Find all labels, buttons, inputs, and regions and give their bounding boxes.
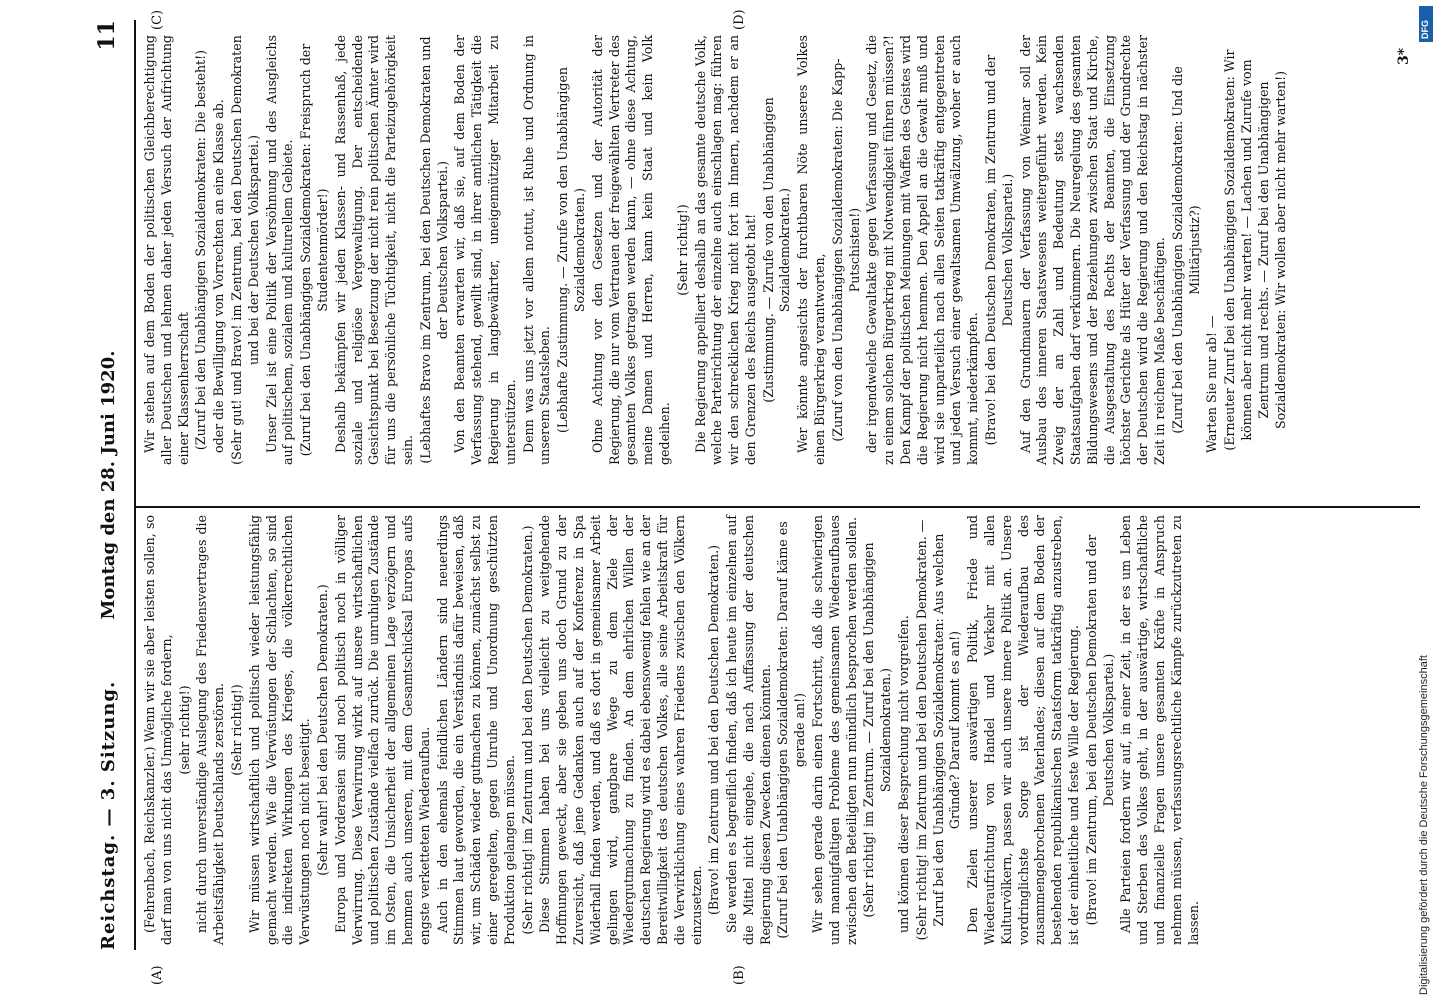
text-paragraph: (Sehr richtig! im Zentrum und bei den Deutschen Demokraten. — Zuruf bei den Unabhängigen Sozialdemokraten: Aus welchen Gründe? Darauf kommt es an!) <box>913 519 963 941</box>
text-paragraph: nicht durch unverständige Auslegung des Friedensvertrages die Arbeitsfähigkeit Deutschlands zerstören. <box>194 515 227 945</box>
text-paragraph: Den Zielen unserer auswärtigen Politik, Friede und Wiederaufrichtung von Handel und Verkehr mit allen Kulturvölkern, passen wir auch unsere innere Politik an. Unsere vordringlichste Sorge ist der Wiederaufbau des zusammengebrochenen Vaterlandes; diesen auf dem Boden der bestehenden republikanischen Staatsform tatkräftig anzustreben, ist der einheitliche und feste Wille der Regierung. <box>965 515 1082 945</box>
margin-marker-b: (B) <box>732 965 747 985</box>
text-paragraph: Von den Beamten erwarten wir, daß sie, auf dem Boden der Verfassung stehend, gewillt sind, in ihrer amtlichen Tätigkeit die Regierung in langbewährter, uneigennütziger Mitarbeit zu unterstützen. <box>452 35 518 465</box>
text-paragraph: Wir müssen wirtschaftlich und politisch wieder leistungsfähig gemacht werden. Wie die Verwüstungen der Schlachten, so sind die indirekten Wirkungen des Krieges, die völkerrechtlichen Verwüstungen noch nicht beseitigt. <box>246 515 313 945</box>
text-paragraph: Alle Parteien fordern wir auf, in einer Zeit, in der es um Leben und Sterben des Volkes geht, in der auswärtige, wirtschaftliche und finanzielle Fragen unsere gesamten Kräfte in Anspruch nehmen müssen, verfassungsrechtliche Kämpfe zurückzutreten zu lassen. <box>1118 515 1201 945</box>
text-paragraph: (Sehr gut! und Bravo! im Zentrum, bei den Deutschen Demokraten und bei der Deutschen Volkspartei.) <box>228 35 261 465</box>
signature-mark: 3* <box>1396 47 1412 65</box>
text-paragraph: Unser Ziel ist eine Politik der Versöhnung und des Ausgleichs auf politischem, sozialem und kulturellem Gebiete. <box>263 35 296 465</box>
text-paragraph: Warten Sie nur ab! — <box>1204 315 1220 453</box>
text-paragraph: (Lebhafte Zustimmung. — Zurufe von den Unabhängigen Sozialdemokraten.) <box>555 66 587 434</box>
text-paragraph: Deshalb bekämpfen wir jeden Klassen- und Rassenhaß, jede soziale und religiöse Vergewaltigung. Der entscheidende Gesichtspunkt bei Besetzung der nicht rein politischen Ämter wird für uns die persönliche Tüchtigkeit, nicht die Parteizugehörigkeit sein. <box>332 35 415 465</box>
text-paragraph: (Sehr richtig! im Zentrum und bei den Deutschen Demokraten.) <box>519 525 535 935</box>
right-text-column <box>142 35 1290 465</box>
text-paragraph: (Zuruf bei den Unabhängigen Sozialdemokraten: Die besteht!) <box>193 49 209 451</box>
dfg-logo: DFG <box>1419 6 1433 42</box>
text-paragraph: Wir sehen gerade darin einen Fortschritt, daß die schwierigen und mannigfaltigen Probleme des gemeinsamen Wiederaufbaues zwischen den Beteiligten nun mündlich besprochen werden sollen. <box>810 515 859 945</box>
page-number: 11 <box>94 20 120 51</box>
text-paragraph: Ohne Achtung vor den Gesetzen und der Autorität der Regierung, die nur vom Vertrauen der freigewählten Vertreter des gesamten Volkes getragen werden kann, — ohne diese Achtung, meine Damen und Herren, kann kein Staat und kein Volk gedeihen. <box>589 35 672 465</box>
text-paragraph: (Sehr richtig! im Zentrum. — Zuruf bei den Unabhängigen Sozialdemokraten.) <box>861 542 894 918</box>
text-paragraph: Auf den Grundmauern der Verfassung von Weimar soll der Ausbau des inneren Staatswesens weitergeführt werden. Kein Zweig der an Zahl und Bedeutung stets wachsenden Staatsaufgaben darf verkümmern. Die Neuregelung des gesamten Bildungswesens und der Beziehungen zwischen Staat und Kirche, die Ausgestaltung des Rechts der Beamten, die Einsetzung höchster Gerichte als Hüter der Verfassung und der Grundrechte der Deutschen wird die Regierung und den Reichstag in nächster Zeit in reichem Maße beschäftigen. <box>1017 35 1168 465</box>
text-paragraph: Wer könnte angesichts der furchtbaren Nöte unseres Volkes einen Bürgerkrieg verantworten, <box>795 35 828 465</box>
text-paragraph: (sehr richtig!) <box>176 685 192 775</box>
header-session: Reichstag. — 3. Sitzung. <box>98 680 119 950</box>
text-paragraph: und können dieser Besprechung nicht vorgreifen. <box>896 615 912 933</box>
text-paragraph: oder die Bewilligung von Vorrechten an eine Klasse ab. <box>211 99 227 453</box>
text-paragraph: Auch in den ehemals feindlichen Ländern sind neuerdings Stimmen laut geworden, die ein Verständnis dafür beweisen, daß wir, um Schäden wieder gutmachen zu können, zunächst selbst zu einer geregelten, gegen Unruhe und Unordnung geschützten Produktion gelangen müssen. <box>434 515 517 945</box>
text-paragraph: (Bravo! bei den Deutschen Demokraten, im Zentrum und der Deutschen Volkspartei.) <box>983 54 1015 446</box>
text-paragraph: (Lebhaftes Bravo im Zentrum, bei den Deutschen Demokraten und der Deutschen Volkspartei.) <box>417 36 450 464</box>
margin-marker-d: (D) <box>732 9 747 30</box>
text-paragraph: (Bravo! im Zentrum und bei den Deutschen Demokraten.) <box>706 544 722 916</box>
rotated-newspaper-page <box>90 0 1420 1000</box>
margin-marker-c: (C) <box>150 9 165 30</box>
digitization-credit <box>1418 0 1434 1000</box>
text-paragraph: (Zuruf bei den Unabhängigen Sozialdemokraten: Und die Militärjustiz?) <box>1169 66 1202 434</box>
text-paragraph: (Zustimmung. — Zurufe von den Unabhängigen Sozialdemokraten.) <box>760 97 793 403</box>
left-text-column <box>142 515 1203 945</box>
text-paragraph: Wir stehen auf dem Boden der politischen Gleichberechtigung aller Deutschen und lehnen daher jeden Versuch der Aufrichtung einer Klassenherrschaft <box>142 35 191 465</box>
text-paragraph: (Sehr wahr! bei den Deutschen Demokraten.) <box>314 584 330 876</box>
text-paragraph: (Zuruf bei den Unabhängigen Sozialdemokraten: Darauf käme es gerade an!) <box>775 521 808 939</box>
text-paragraph: (Zuruf von den Unabhängigen Sozialdemokraten: Die Kapp-Putschisten!) <box>829 58 862 442</box>
text-paragraph: (Sehr richtig!) <box>674 204 690 296</box>
text-paragraph: (Erneuter Zuruf bei den Unabhängigen Sozialdemokraten: Wir können aber nicht mehr warten! — Lachen und Zurufe vom Zentrum und rechts. — Zuruf bei den Unabhängigen Sozialdemokraten: Wir wollen aber nicht mehr warten!) <box>1222 49 1288 451</box>
page-header <box>90 20 136 950</box>
text-paragraph: (Bravo! im Zentrum, bei den Deutschen Demokraten und der Deutschen Volkspartei.) <box>1083 534 1116 926</box>
text-paragraph: Denn was uns jetzt vor allem nottut, ist Ruhe und Ordnung in unserem Staatsleben. <box>520 35 553 465</box>
margin-marker-a: (A) <box>150 965 165 985</box>
column-divider <box>134 506 1420 508</box>
text-paragraph: Die Regierung appelliert deshalb an das gesamte deutsche Volk, welche Parteirichtung der einzelne auch einschlagen mag: führen wir den schrecklichen Krieg nicht fort im Innern, nachdem er an den Grenzen des Reichs ausgetobt hat! <box>692 35 758 465</box>
credit-text: Digitalisierung gefördert durch die Deutsche Forschungsgemeinschaft <box>1418 655 1430 995</box>
text-paragraph: der irgendwelche Gewaltakte gegen Verfassung und Gesetz, die zu einem solchen Bürgerkrieg mit Notwendigkeit führen müssen?! Den Kampf der politischen Meinungen mit Waffen des Geistes wird die Regierung nicht hemmen. Den Appell an die Gewalt muß und wird sie unparteilich nach allen Seiten tatkräftig entgegentreten und jeden Versuch einer gewaltsamen Umwälzung, woher er auch kommt, niederkämpfen. <box>864 35 981 465</box>
text-paragraph: Sie werden es begreiflich finden, daß ich heute im einzelnen auf die Mittel nicht eingehe, die nach Auffassung der deutschen Regierung diesen Zwecken dienen könnten. <box>724 515 773 945</box>
text-paragraph: (Fehrenbach, Reichskanzler.) Wenn wir sie aber leisten sollen, so darf man von uns nicht das Unmögliche fordern, <box>142 515 174 945</box>
text-paragraph: Diese Stimmen haben bei uns vielleicht zu weitgehende Hoffnungen geweckt, aber sie geben uns doch Grund zu der Zuversicht, daß jene Gedanken auch auf der Konferenz in Spa Widerhall finden werden, und daß es dort in gemeinsamer Arbeit gelingen wird, gangbare Wege zu dem Ziele der Wiedergutmachung zu finden. An dem ehrlichen Willen der deutschen Regierung wird es dabei ebensowenig fehlen wie an der Bereitwilligkeit des deutschen Volkes, alle seine Arbeitskraft für die Verwirklichung eines wahren Friedens zwischen den Völkern einzusetzen. <box>537 515 704 945</box>
text-paragraph: Europa und Vorderasien sind noch politisch noch in völliger Verwirrung. Diese Verwirrung wirkt auf unsere wirtschaftlichen und politischen Zustände vielfach zurück. Die unruhigen Zustände im Osten, die Unsicherheit der allgemeinen Lage verzögern und hemmen auch unseren, mit dem Gesamtschicksal Europas aufs engste verketteten Wiederaufbau. <box>332 515 432 945</box>
text-paragraph: (Sehr richtig!) <box>228 684 244 776</box>
header-date: Montag den 28. Juni 1920. <box>98 350 119 620</box>
text-paragraph: (Zuruf bei den Unabhängigen Sozialdemokraten: Freispruch der Studentenmörder!) <box>298 43 330 457</box>
